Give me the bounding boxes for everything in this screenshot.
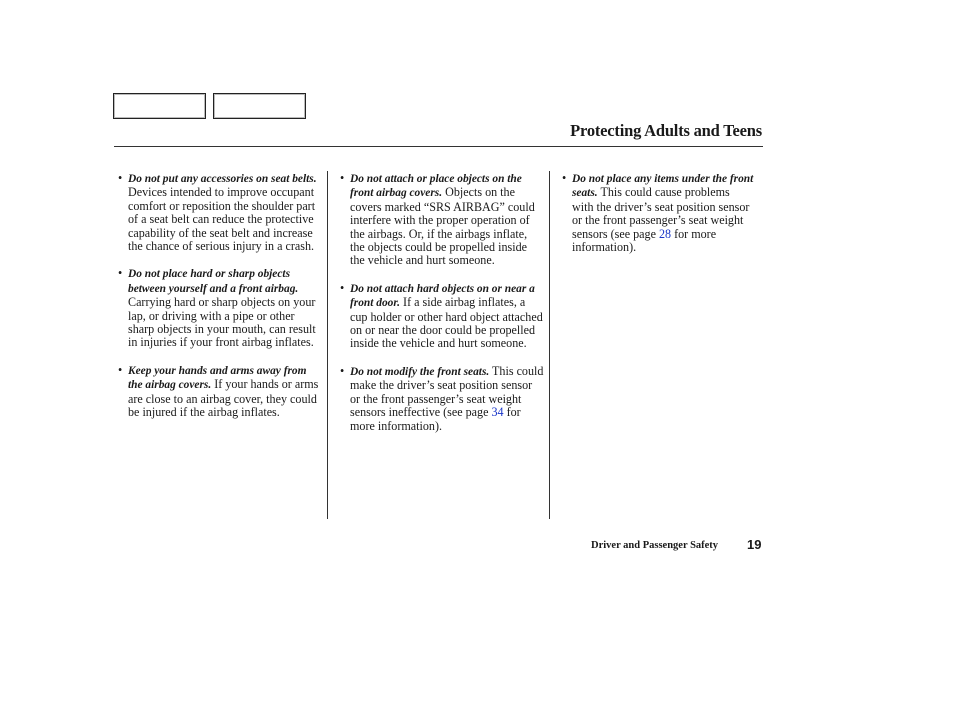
page-number: 19: [747, 537, 762, 552]
footer-section-title: Driver and Passenger Safety: [591, 540, 719, 551]
text-column-2: [340, 172, 544, 447]
bullet-icon: •: [562, 171, 567, 185]
item-heading: Do not modify the front seats.: [350, 365, 490, 378]
item-body: This could cause problems with the driver’s seat position sensor or the front passenger’s seat weight sensors (see page: [572, 185, 750, 241]
item-body: If your hands or arms are close to an airbag cover, they could be injured if the airbag inflates.: [128, 377, 319, 420]
item-heading: Do not attach hard objects on or near a front door.: [350, 282, 535, 310]
item-heading: Do not place any items under the front seats.: [572, 173, 754, 200]
column-divider: [327, 171, 328, 519]
nav-button-next[interactable]: [213, 93, 306, 119]
bullet-item: [340, 365, 544, 433]
column-divider: [549, 171, 550, 519]
nav-button-previous[interactable]: [113, 93, 206, 119]
bullet-item: [118, 172, 322, 253]
item-body-end: for more information).: [350, 405, 521, 433]
item-body: This could make the driver’s seat position sensor or the front passenger’s seat weight sensors ineffective (see page: [350, 363, 544, 420]
bullet-icon: •: [340, 171, 345, 185]
item-body: If a side airbag inflates, a cup holder or other hard object attached on or near the door could be propelled inside the vehicle and hurt someone.: [350, 295, 543, 351]
page-link-28[interactable]: 28: [658, 226, 672, 241]
item-heading: Do not attach or place objects on the front airbag covers.: [350, 173, 522, 200]
bullet-icon: •: [340, 363, 345, 378]
page-link-34[interactable]: 34: [491, 405, 504, 420]
bullet-item: [118, 267, 322, 349]
item-heading: Do not place hard or sharp objects between yourself and a front airbag.: [128, 268, 299, 295]
title-rule: [114, 146, 763, 147]
page-title: Protecting Adults and Teens: [570, 121, 762, 140]
text-column-1: [118, 172, 322, 434]
bullet-item: [118, 364, 322, 420]
bullet-icon: •: [118, 266, 123, 281]
bullet-icon: •: [340, 280, 345, 295]
bullet-item: [562, 172, 754, 254]
bullet-icon: •: [118, 362, 123, 377]
bullet-item: [340, 172, 544, 268]
item-heading: Keep your hands and arms away from the airbag covers.: [128, 364, 307, 392]
item-body: Objects on the covers marked “SRS AIRBAG” could interfere with the proper operation of the airbags. Or, if the airbags inflate, the objects could be propelled inside the vehicle and hurt someone.: [350, 185, 535, 268]
item-heading: Do not put any accessories on seat belts.: [128, 173, 317, 185]
item-body: Devices intended to improve occupant comfort or reposition the shoulder part of a seat belt can reduce the protective capability of the seat belt and increase the chance of serious injury in a crash.: [128, 185, 316, 254]
item-body-end: for more information).: [572, 226, 717, 255]
text-column-3: [562, 172, 754, 268]
bullet-icon: •: [118, 171, 123, 185]
item-body: Carrying hard or sharp objects on your lap, or driving with a pipe or other sharp objects in your mouth, can result in injuries if your front airbag inflates.: [128, 295, 316, 350]
bullet-item: [340, 282, 544, 351]
